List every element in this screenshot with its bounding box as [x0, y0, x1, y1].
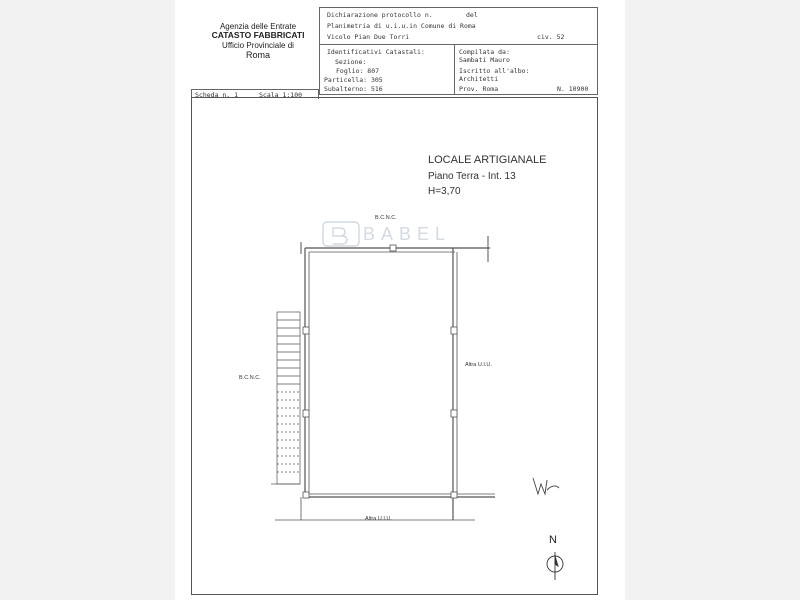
- particella-field: Particella: 305: [324, 76, 383, 84]
- protocol-label: Dichiarazione protocollo n.: [327, 11, 433, 19]
- foglio-field: Foglio: 807: [336, 67, 380, 75]
- catasto-title: CATASTO FABBRICATI: [211, 30, 305, 41]
- watermark-text: BABEL: [363, 224, 452, 244]
- civic-number: civ. 52: [537, 33, 565, 41]
- albo-label: Iscritto all'albo:: [459, 67, 530, 75]
- address: Vicolo Pian Due Torri: [327, 33, 410, 41]
- plan-label: Planimetria di u.i.u.in Comune di Roma: [327, 22, 476, 30]
- floor-plan: [175, 0, 625, 600]
- signature-scribble: [533, 478, 559, 494]
- room-walls: [275, 236, 495, 520]
- albo-value: Architetti: [459, 75, 499, 83]
- staircase: [271, 312, 300, 484]
- columns: [303, 245, 457, 498]
- label-bcnc-top: B.C.N.C.: [375, 215, 397, 221]
- watermark-logo: [323, 222, 359, 246]
- plan-title: LOCALE ARTIGIANALE: [428, 154, 547, 166]
- plan-floor: Piano Terra - Int. 13: [428, 171, 516, 182]
- scheda-number: Scheda n. 1: [195, 91, 239, 99]
- registration-number: N. 10900: [557, 85, 589, 93]
- office-city: Roma: [245, 50, 270, 61]
- sezione-field: Sezione:: [335, 58, 367, 66]
- identifiers-title: Identificativi Catastali:: [327, 48, 425, 56]
- north-arrow-icon: [547, 552, 563, 580]
- subalterno-field: Subalterno: 516: [324, 85, 383, 93]
- north-label: N: [549, 534, 557, 546]
- label-other-uiu-bottom: Altra U.I.U.: [365, 516, 392, 522]
- office-label: Ufficio Provinciale di: [222, 40, 294, 50]
- label-other-uiu-right: Altra U.I.U.: [465, 362, 492, 368]
- label-bcnc-left: B.C.N.C.: [239, 375, 261, 381]
- compiled-name: Sambati Mauro: [459, 56, 510, 64]
- plan-height: H=3,70: [428, 186, 461, 197]
- cadastral-sheet: [175, 0, 625, 600]
- province: Prov. Roma: [459, 85, 499, 93]
- del-label: del: [466, 11, 478, 19]
- agency-name: Agenzia delle Entrate: [219, 22, 297, 31]
- compiled-label: Compilata da:: [459, 48, 510, 56]
- scale-label: Scala 1:100: [259, 91, 303, 99]
